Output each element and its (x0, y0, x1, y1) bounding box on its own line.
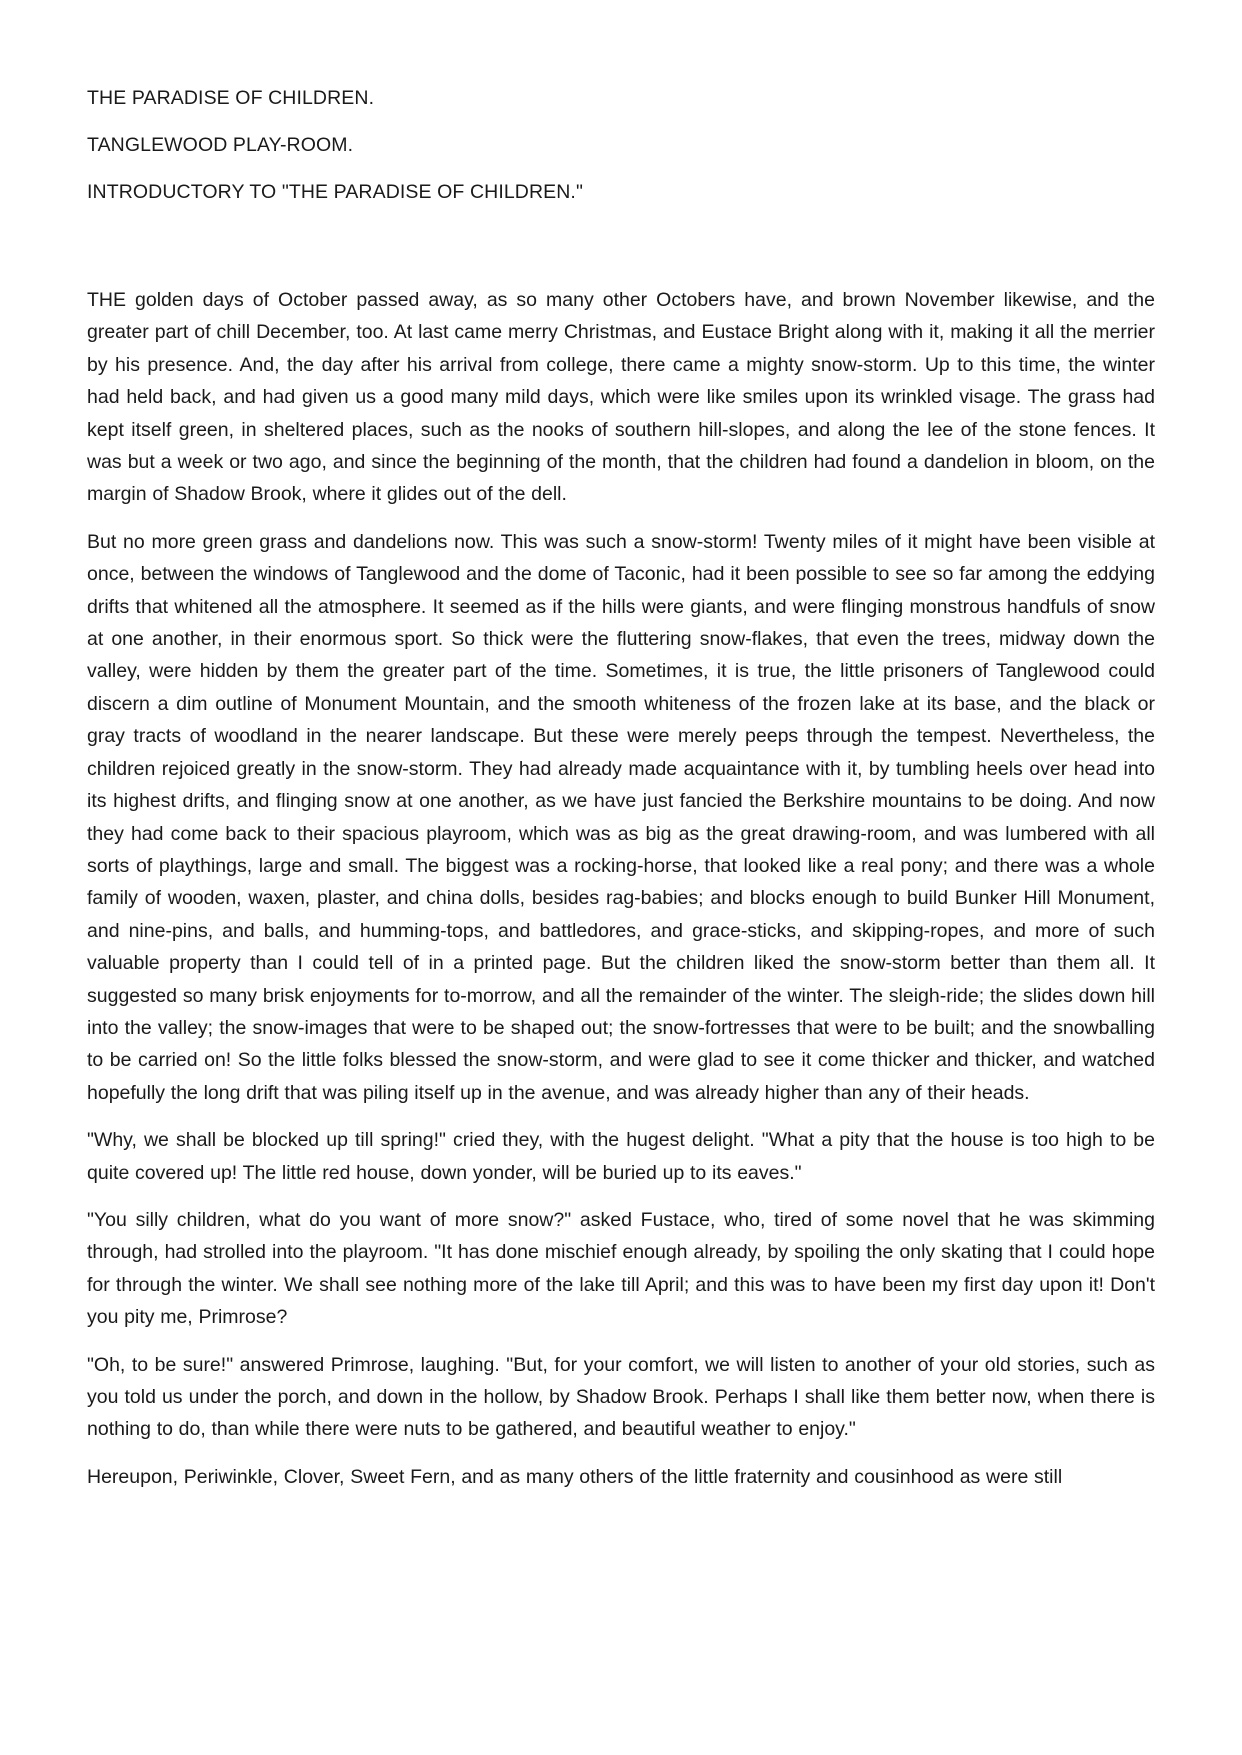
document-page (87, 86, 1155, 1508)
book-title-heading: THE PARADISE OF CHILDREN. (87, 87, 375, 109)
body-paragraph-5: "Oh, to be sure!" answered Primrose, laughing. "But, for your comfort, we will listen to another of your old stories, such as you told us under the porch, and down in the hollow, by Shadow Brook. Perhaps I shall like them better now, when there is nothing to do, than while there were nuts to be gathered, and beautiful weather to enjoy." (87, 1353, 1155, 1441)
chapter-heading: TANGLEWOOD PLAY-ROOM. (87, 134, 354, 156)
body-paragraph-3: "Why, we shall be blocked up till spring!" cried they, with the hugest delight. "What a pity that the house is too high to be quite covered up! The little red house, down yonder, will be buried up to its eaves." (87, 1129, 1155, 1184)
section-heading: INTRODUCTORY TO "THE PARADISE OF CHILDREN." (87, 181, 583, 203)
body-paragraph-4: "You silly children, what do you want of more snow?" asked Fustace, who, tired of some novel that he was skimming through, had strolled into the playroom. "It has done mischief enough already, by spoiling the only skating that I could hope for through the winter. We shall see nothing more of the lake till April; and this was to have been my first day upon it! Don't you pity me, Primrose? (87, 1208, 1155, 1329)
body-paragraph-1: THE golden days of October passed away, as so many other Octobers have, and brown November likewise, and the greater part of chill December, too. At last came merry Christmas, and Eustace Bright along with it, making it all the merrier by his presence. And, the day after his arrival from college, there came a mighty snow-storm. Up to this time, the winter had held back, and had given us a good many mild days, which were like smiles upon its wrinkled visage. The grass had kept itself green, in sheltered places, such as the nooks of southern hill-slopes, and along the lee of the stone fences. It was but a week or two ago, and since the beginning of the month, that the children had found a dandelion in bloom, on the margin of Shadow Brook, where it glides out of the dell. (87, 289, 1155, 506)
body-paragraph-6: Hereupon, Periwinkle, Clover, Sweet Fern, and as many others of the little fraternity and cousinhood as were still (87, 1465, 1063, 1488)
body-paragraph-2: But no more green grass and dandelions now. This was such a snow-storm! Twenty miles of it might have been visible at once, between the windows of Tanglewood and the dome of Taconic, had it been possible to see so far among the eddying drifts that whitened all the atmosphere. It seemed as if the hills were giants, and were flinging monstrous handfuls of snow at one another, in their enormous sport. So thick were the fluttering snow-flakes, that even the trees, midway down the valley, were hidden by them the greater part of the time. Sometimes, it is true, the little prisoners of Tanglewood could discern a dim outline of Monument Mountain, and the smooth whiteness of the frozen lake at its base, and the black or gray tracts of woodland in the nearer landscape. But these were merely peeps through the tempest. Nevertheless, the children rejoiced greatly in the snow-storm. They had already made acquaintance with it, by tumbling heels over head into its highest drifts, and flinging snow at one another, as we have just fancied the Berkshire mountains to be doing. And now they had come back to their spacious playroom, which was as big as the great drawing-room, and was lumbered with all sorts of playthings, large and small. The biggest was a rocking-horse, that looked like a real pony; and there was a whole family of wooden, waxen, plaster, and china dolls, besides rag-babies; and blocks enough to build Bunker Hill Monument, and nine-pins, and balls, and humming-tops, and battledores, and grace-sticks, and skipping-ropes, and more of such valuable property than I could tell of in a printed page. But the children liked the snow-storm better than them all. It suggested so many brisk enjoyments for to-morrow, and all the remainder of the winter. The sleigh-ride; the slides down hill into the valley; the snow-images that were to be shaped out; the snow-fortresses that were to be built; and the snowballing to be carried on! So the little folks blessed the snow-storm, and were glad to see it come thicker and thicker, and watched hopefully the long drift that was piling itself up in the avenue, and was already higher than any of their heads. (87, 530, 1155, 1104)
